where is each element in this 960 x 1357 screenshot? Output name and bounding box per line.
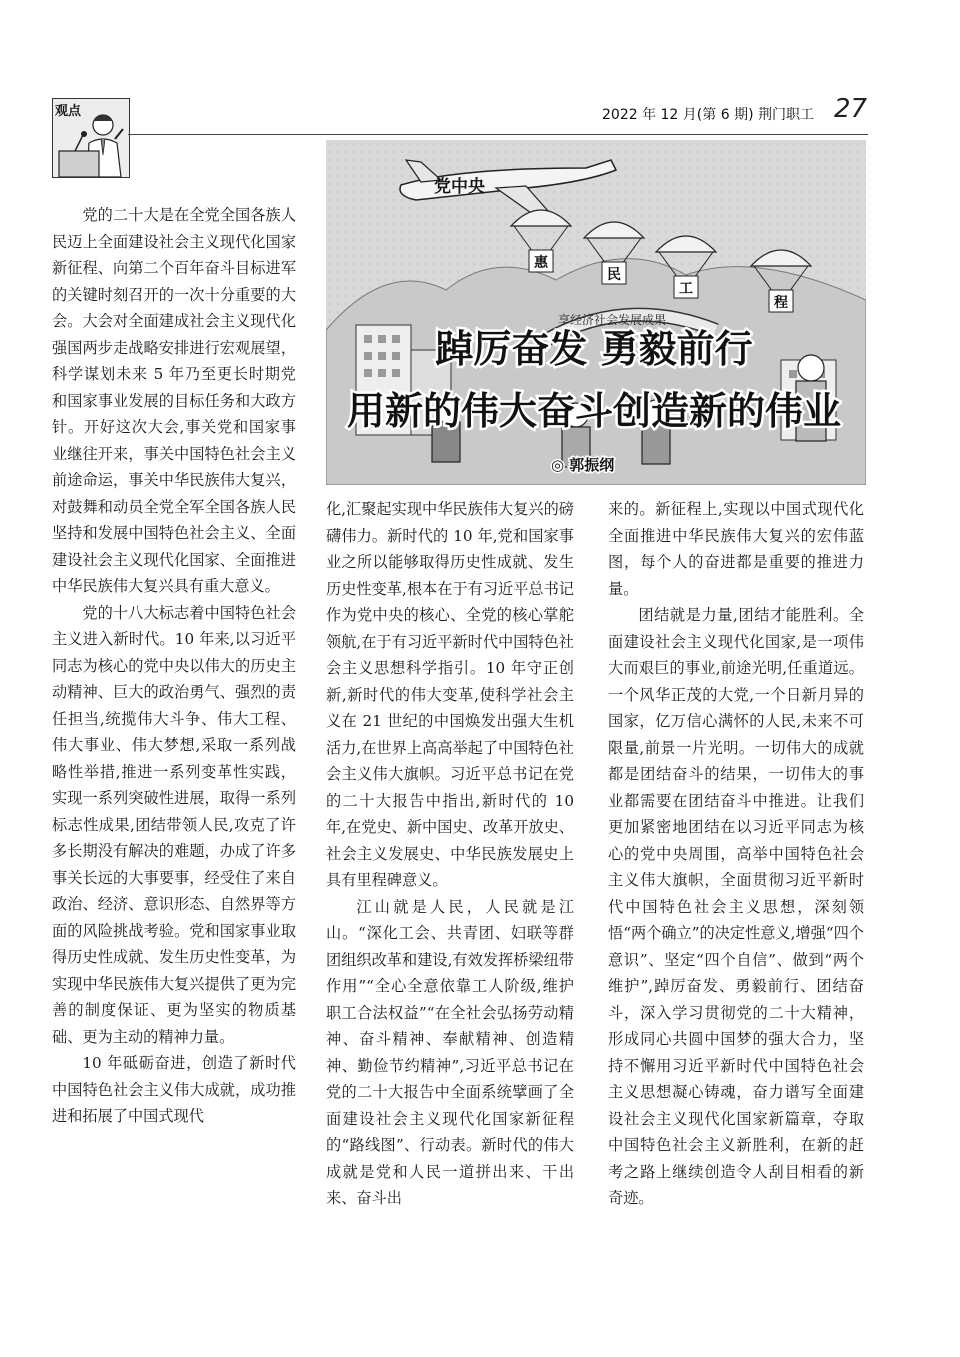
article-column-3 xyxy=(608,496,864,1212)
section-label: 观点 xyxy=(55,104,82,119)
paragraph: 来的。新征程上,实现以中国式现代化全面推进中华民族伟大复兴的宏伟蓝图，每个人的奋进都是重要的推进力量。 xyxy=(608,500,864,598)
paragraph: 党的十八大标志着中国特色社会主义进入新时代。10 年来,以习近平同志为核心的党中央以伟大的历史主动精神、巨大的政治勇气、强烈的责任担当,统揽伟大斗争、伟大工程、伟大事业、伟大梦想,采取一系列战略性举措,推进一系列变革性实践，实现一系列突破性进展，取得一系列标志性成果,团结带领人民,攻克了许多长期没有解决的难题，办成了许多事关长远的大事要事，经受住了来自政治、经济、意识形态、自然界等方面的风险挑战考验。党和国家事业取得历史性成就、发生历史性变革，为实现中华民族伟大复兴提供了更为完善的制度保证、更为坚实的物质基础、更为主动的精神力量。 xyxy=(52,603,296,1046)
banner-text: 享经济社会发展成果 xyxy=(558,313,667,327)
parachute-label-4: 程 xyxy=(774,295,788,311)
issue-info: 2022 年 12 月(第 6 期) 荆门职工 xyxy=(602,107,814,123)
page-number: 27 xyxy=(834,94,868,124)
paragraph: 党的二十大是在全党全国各族人民迈上全面建设社会主义现代化国家新征程、向第二个百年奋斗目标进军的关键时刻召开的一次十分重要的大会。大会对全面建成社会主义现代化强国两步走战略安排进行宏观展望，科学谋划未来 5 年乃至更长时期党和国家事业发展的目标任务和大政方针。开好这次大会,事关党和国家事业继往开来，事关中国特色社会主义前途命运，事关中华民族伟大复兴，对鼓舞和动员全党全军全国各族人民坚持和发展中国特色社会主义、全面建设社会主义现代化国家、全面推进中华民族伟大复兴具有重大意义。 xyxy=(52,206,296,595)
article-column-1 xyxy=(52,202,296,1130)
header-rule xyxy=(128,134,868,135)
paragraph: 江山就是人民，人民就是江山。“深化工会、共青团、妇联等群团组织改革和建设,有效发挥桥梁纽带作用”“全心全意依靠工人阶级,维护职工合法权益”“在全社会弘扬劳动精神、奋斗精神、奉献精神、创造精神、勤俭节约精神”,习近平总书记在党的二十大报告中全面系统擘画了全面建设社会主义现代化国家新征程的“路线图”、行动表。新时代的伟大成就是党和人民一道拼出来、干出来、奋斗出 xyxy=(326,897,574,1207)
author-byline: ◎ 郭振纲 xyxy=(551,456,615,474)
paragraph: 10 年砥砺奋进，创造了新时代中国特色社会主义伟大成就，成功推进和拓展了中国式现代 xyxy=(52,1054,296,1125)
plane-label: 党中央 xyxy=(434,177,485,197)
parachute-label-3: 工 xyxy=(679,281,693,297)
paragraph: 团结就是力量,团结才能胜利。全面建设社会主义现代化国家,是一项伟大而艰巨的事业,前途光明,任重道远。一个风华正茂的大党,一个日新月异的国家，亿万信心满怀的人民,未来不可限量,前景一片光明。一切伟大的成就都是团结奋斗的结果，一切伟大的事业都需要在团结奋斗中推进。让我们更加紧密地团结在以习近平同志为核心的党中央周围，高举中国特色社会主义伟大旗帜，全面贯彻习近平新时代中国特色社会主义思想，深刻领悟“两个确立”的决定性意义,增强“四个意识”、坚定“四个自信”、做到“两个维护”,踔厉奋发、勇毅前行、团结奋斗，深入学习贯彻党的二十大精神，形成同心共圆中国梦的强大合力，坚持不懈用习近平新时代中国特色社会主义思想凝心铸魂，奋力谱写全面建设社会主义现代化国家新篇章，夺取中国特色社会主义新胜利，在新的赶考之路上继续创造令人刮目相看的新奇迹。 xyxy=(608,606,864,1207)
parachute-label-2: 民 xyxy=(607,267,621,283)
parachute-label-1: 惠 xyxy=(534,255,548,271)
headline-line-1: 踔厉奋发 勇毅前行 xyxy=(435,326,753,371)
paragraph: 化,汇聚起实现中华民族伟大复兴的磅礴伟力。新时代的 10 年,党和国家事业之所以能够取得历史性成就、发生历史性变革,根本在于有习近平总书记作为党中央的核心、全党的核心掌舵领航,在于有习近平新时代中国特色社会主义思想科学指引。10 年守正创新,新时代的伟大变革,使科学社会主义在 21 世纪的中国焕发出强大生机活力,在世界上高高举起了中国特色社会主义伟大旗帜。习近平总书记在党的二十大报告中指出,新时代的 10 年,在党史、新中国史、改革开放史、社会主义发展史、中华民族发展史上具有里程碑意义。 xyxy=(326,500,574,889)
headline-line-2: 用新的伟大奋斗创造新的伟业 xyxy=(346,388,842,433)
article-column-2 xyxy=(326,496,574,1212)
headline-illustration xyxy=(326,140,866,485)
